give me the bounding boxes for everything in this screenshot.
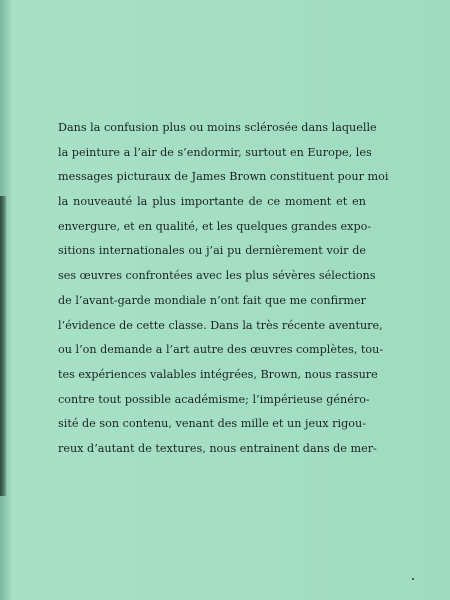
text-line-1: Dans la confusion plus ou moins sclérosée dans laquelle [58,121,377,134]
text-line-5: envergure, et en qualité, et les quelques grandes expo- [58,219,372,233]
binding-edge [0,196,7,496]
text-line-8: de l’avant-garde mondiale n’ont fait que me confirmer [58,293,366,307]
text-line-10: ou l’on demande a l’art autre des œuvres complètes, tou- [58,343,384,357]
text-line-4: la nouveauté la plus importante de ce moment et en [58,195,366,209]
text-line-12: contre tout possible académisme; l’impérieuse généro- [58,392,370,406]
body-text [58,116,389,462]
text-line-14: reux d’autant de textures, nous entrainent dans de mer- [58,441,377,455]
text-line-13: sité de son contenu, venant des mille et un jeux rigou- [58,417,366,431]
text-line-11: tes expériences valables intégrées, Brown, nous rassure [58,367,378,381]
text-line-3: messages picturaux de James Brown constituent pour moi [58,170,389,184]
text-line-6: sitions internationales ou j’ai pu dernièrement voir de [58,244,366,258]
text-line-9: l’évidence de cette classe. Dans la très récente aventure, [58,318,383,332]
paper-speck [412,578,414,580]
text-line-7: ses œuvres confrontées avec les plus sévères sélections [58,269,376,283]
text-line-2: la peinture a l’air de s’endormir, surtout en Europe, les [58,145,372,159]
